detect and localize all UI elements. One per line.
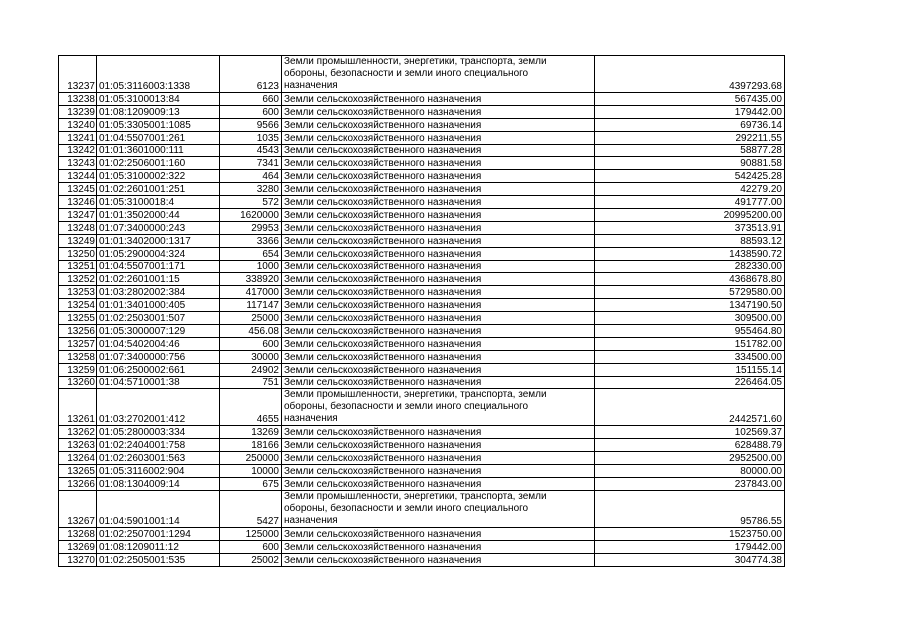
land-category-line: Земли сельскохозяйственного назначения (284, 209, 482, 221)
land-category-line: Земли сельскохозяйственного назначения (284, 274, 482, 286)
cadastral-value-cell: 4368678.80 (595, 273, 785, 286)
cadastral-value-cell: 282330.00 (595, 260, 785, 273)
cadastral-value-cell: 226464.05 (595, 376, 785, 389)
table-row (59, 93, 785, 106)
table-row (59, 183, 785, 196)
land-category-line: Земли сельскохозяйственного назначения (284, 351, 482, 363)
area-cell: 30000 (220, 350, 282, 363)
row-number-cell: 13239 (59, 105, 97, 118)
table-row (59, 286, 785, 299)
land-category-line: Земли сельскохозяйственного назначения (284, 184, 482, 196)
area-cell: 751 (220, 376, 282, 389)
table-row (59, 56, 785, 93)
land-category-line: назначения (284, 80, 338, 91)
table-row (59, 439, 785, 452)
land-category-line: Земли сельскохозяйственного назначения (284, 222, 482, 234)
cadastral-number-cell: 01:02:2507001:1294 (97, 527, 220, 540)
cadastral-value-cell: 309500.00 (595, 312, 785, 325)
row-number-cell: 13254 (59, 299, 97, 312)
land-category-cell (282, 183, 595, 196)
land-category-line: Земли промышленности, энергетики, транспорта, земли (284, 56, 547, 67)
land-category-cell (282, 131, 595, 144)
cadastral-value-cell: 90881.58 (595, 157, 785, 170)
row-number-cell: 13261 (59, 389, 97, 426)
row-number-cell: 13250 (59, 247, 97, 260)
cadastral-number-cell: 01:05:3305001:1085 (97, 118, 220, 131)
land-category-cell (282, 196, 595, 209)
cadastral-number-cell: 01:03:2702001:412 (97, 389, 220, 426)
land-category-line: Земли промышленности, энергетики, транспорта, земли (284, 490, 547, 502)
table-row (59, 452, 785, 465)
row-number-cell: 13247 (59, 209, 97, 222)
land-category-line: Земли сельскохозяйственного назначения (284, 119, 482, 131)
area-cell: 18166 (220, 439, 282, 452)
land-category-line: Земли сельскохозяйственного назначения (284, 528, 482, 540)
cadastral-number-cell: 01:05:3000007:129 (97, 325, 220, 338)
table-row (59, 131, 785, 144)
cadastral-value-cell: 151782.00 (595, 337, 785, 350)
land-category-cell (282, 105, 595, 118)
table-row (59, 553, 785, 566)
row-number-cell: 13245 (59, 183, 97, 196)
area-cell: 29953 (220, 221, 282, 234)
land-category-cell (282, 286, 595, 299)
table-row (59, 209, 785, 222)
cadastral-number-cell: 01:04:5507001:261 (97, 131, 220, 144)
land-category-line: Земли сельскохозяйственного назначения (284, 554, 482, 566)
cadastral-value-cell: 955464.80 (595, 325, 785, 338)
cadastral-value-cell: 628488.79 (595, 439, 785, 452)
cadastral-number-cell: 01:07:3400000:243 (97, 221, 220, 234)
table-row (59, 337, 785, 350)
land-category-line: Земли сельскохозяйственного назначения (284, 197, 482, 209)
area-cell: 5427 (220, 490, 282, 527)
row-number-cell: 13260 (59, 376, 97, 389)
area-cell: 1620000 (220, 209, 282, 222)
area-cell: 3366 (220, 234, 282, 247)
row-number-cell: 13266 (59, 478, 97, 491)
area-cell: 25002 (220, 553, 282, 566)
row-number-cell: 13259 (59, 363, 97, 376)
land-category-line: Земли сельскохозяйственного назначения (284, 541, 482, 553)
cadastral-number-cell: 01:05:3100018:4 (97, 196, 220, 209)
cadastral-value-cell: 179442.00 (595, 105, 785, 118)
land-category-line: Земли сельскохозяйственного назначения (284, 261, 482, 273)
land-category-line: обороны, безопасности и земли иного специального (284, 68, 529, 79)
cadastral-value-cell: 292211.55 (595, 131, 785, 144)
table-row (59, 490, 785, 527)
land-category-cell (282, 247, 595, 260)
cadastral-number-cell: 01:01:3601000:111 (97, 144, 220, 157)
land-category-line: Земли промышленности, энергетики, транспорта, земли (284, 389, 547, 401)
land-category-line: Земли сельскохозяйственного назначения (284, 325, 482, 337)
table-row (59, 144, 785, 157)
cadastral-value-cell: 151155.14 (595, 363, 785, 376)
cadastral-value-cell: 1438590.72 (595, 247, 785, 260)
area-cell: 417000 (220, 286, 282, 299)
row-number-cell: 13263 (59, 439, 97, 452)
land-category-line: Земли сельскохозяйственного назначения (284, 377, 482, 389)
land-category-cell (282, 312, 595, 325)
cadastral-value-cell: 88593.12 (595, 234, 785, 247)
row-number-cell: 13238 (59, 93, 97, 106)
cadastral-value-cell: 1347190.50 (595, 299, 785, 312)
land-registry-table (58, 55, 785, 567)
cadastral-number-cell: 01:02:2505001:535 (97, 553, 220, 566)
area-cell: 25000 (220, 312, 282, 325)
row-number-cell: 13265 (59, 465, 97, 478)
land-category-line: Земли сельскохозяйственного назначения (284, 300, 482, 312)
row-number-cell: 13258 (59, 350, 97, 363)
table-row (59, 312, 785, 325)
table-body (59, 56, 785, 567)
land-category-cell (282, 157, 595, 170)
cadastral-number-cell: 01:02:2601001:251 (97, 183, 220, 196)
area-cell: 456.08 (220, 325, 282, 338)
table-row (59, 527, 785, 540)
land-category-line: Земли сельскохозяйственного назначения (284, 478, 482, 490)
land-category-line: Земли сельскохозяйственного назначения (284, 427, 482, 439)
row-number-cell: 13248 (59, 221, 97, 234)
cadastral-number-cell: 01:08:1209011:12 (97, 540, 220, 553)
table-row (59, 478, 785, 491)
land-category-cell (282, 260, 595, 273)
cadastral-number-cell: 01:08:1209009:13 (97, 105, 220, 118)
cadastral-number-cell: 01:04:5710001:38 (97, 376, 220, 389)
land-category-cell (282, 465, 595, 478)
land-category-line: назначения (284, 413, 338, 425)
row-number-cell: 13267 (59, 490, 97, 527)
area-cell: 660 (220, 93, 282, 106)
land-category-line: назначения (284, 514, 338, 526)
land-category-cell (282, 234, 595, 247)
row-number-cell: 13251 (59, 260, 97, 273)
land-category-line: обороны, безопасности и земли иного специального (284, 502, 529, 514)
cadastral-number-cell: 01:05:3100002:322 (97, 170, 220, 183)
land-category-cell (282, 490, 595, 527)
land-category-cell (282, 527, 595, 540)
cadastral-number-cell: 01:01:3402000:1317 (97, 234, 220, 247)
area-cell: 464 (220, 170, 282, 183)
cadastral-value-cell: 491777.00 (595, 196, 785, 209)
cadastral-number-cell: 01:02:2601001:15 (97, 273, 220, 286)
cadastral-value-cell: 2952500.00 (595, 452, 785, 465)
land-category-line: Земли сельскохозяйственного назначения (284, 158, 482, 170)
row-number-cell: 13252 (59, 273, 97, 286)
row-number-cell: 13240 (59, 118, 97, 131)
cadastral-value-cell: 304774.38 (595, 553, 785, 566)
land-category-cell (282, 389, 595, 426)
cadastral-number-cell: 01:05:2800003:334 (97, 426, 220, 439)
row-number-cell: 13262 (59, 426, 97, 439)
land-category-line: Земли сельскохозяйственного назначения (284, 235, 482, 247)
area-cell: 13269 (220, 426, 282, 439)
row-number-cell: 13244 (59, 170, 97, 183)
table-row (59, 105, 785, 118)
land-category-line: Земли сельскохозяйственного назначения (284, 132, 482, 144)
land-category-line: Земли сельскохозяйственного назначения (284, 364, 482, 376)
area-cell: 10000 (220, 465, 282, 478)
cadastral-value-cell: 95786.55 (595, 490, 785, 527)
area-cell: 7341 (220, 157, 282, 170)
table-row (59, 118, 785, 131)
table-row (59, 170, 785, 183)
table-row (59, 299, 785, 312)
land-category-line: Земли сельскохозяйственного назначения (284, 338, 482, 350)
cadastral-value-cell: 334500.00 (595, 350, 785, 363)
table-row (59, 376, 785, 389)
land-category-cell (282, 170, 595, 183)
row-number-cell: 13249 (59, 234, 97, 247)
row-number-cell: 13269 (59, 540, 97, 553)
land-category-cell (282, 221, 595, 234)
land-category-line: Земли сельскохозяйственного назначения (284, 106, 482, 118)
row-number-cell: 13246 (59, 196, 97, 209)
land-category-line: Земли сельскохозяйственного назначения (284, 466, 482, 478)
area-cell: 1000 (220, 260, 282, 273)
cadastral-value-cell: 2442571.60 (595, 389, 785, 426)
cadastral-number-cell: 01:02:2603001:563 (97, 452, 220, 465)
land-category-cell (282, 439, 595, 452)
row-number-cell: 13256 (59, 325, 97, 338)
land-category-cell (282, 56, 595, 93)
cadastral-number-cell: 01:02:2506001:160 (97, 157, 220, 170)
row-number-cell: 13243 (59, 157, 97, 170)
table-row (59, 196, 785, 209)
area-cell: 600 (220, 337, 282, 350)
table-row (59, 157, 785, 170)
table-row (59, 426, 785, 439)
cadastral-number-cell: 01:06:2500002:661 (97, 363, 220, 376)
land-category-cell (282, 540, 595, 553)
table-row (59, 540, 785, 553)
table-row (59, 465, 785, 478)
table-row (59, 221, 785, 234)
cadastral-number-cell: 01:03:2802002:384 (97, 286, 220, 299)
row-number-cell: 13241 (59, 131, 97, 144)
land-category-cell (282, 337, 595, 350)
area-cell: 6123 (220, 56, 282, 93)
land-category-cell (282, 299, 595, 312)
table-row (59, 325, 785, 338)
cadastral-number-cell: 01:05:3116002:904 (97, 465, 220, 478)
cadastral-value-cell: 542425.28 (595, 170, 785, 183)
cadastral-value-cell: 20995200.00 (595, 209, 785, 222)
cadastral-number-cell: 01:01:3401000:405 (97, 299, 220, 312)
cadastral-number-cell: 01:05:3116003:1338 (97, 56, 220, 93)
table-row (59, 273, 785, 286)
cadastral-number-cell: 01:08:1304009:14 (97, 478, 220, 491)
row-number-cell: 13264 (59, 452, 97, 465)
table-row (59, 234, 785, 247)
land-category-cell (282, 452, 595, 465)
table-row (59, 247, 785, 260)
land-category-line: Земли сельскохозяйственного назначения (284, 453, 482, 465)
cadastral-number-cell: 01:07:3400000:756 (97, 350, 220, 363)
area-cell: 572 (220, 196, 282, 209)
land-category-cell (282, 363, 595, 376)
area-cell: 125000 (220, 527, 282, 540)
row-number-cell: 13268 (59, 527, 97, 540)
land-category-cell (282, 325, 595, 338)
cadastral-value-cell: 58877.28 (595, 144, 785, 157)
land-category-cell (282, 273, 595, 286)
cadastral-number-cell: 01:04:5901001:14 (97, 490, 220, 527)
cadastral-value-cell: 102569.37 (595, 426, 785, 439)
area-cell: 600 (220, 105, 282, 118)
land-category-cell (282, 209, 595, 222)
area-cell: 675 (220, 478, 282, 491)
row-number-cell: 13253 (59, 286, 97, 299)
cadastral-value-cell: 179442.00 (595, 540, 785, 553)
land-category-line: обороны, безопасности и земли иного специального (284, 401, 529, 413)
table-row (59, 389, 785, 426)
cadastral-value-cell: 5729580.00 (595, 286, 785, 299)
area-cell: 117147 (220, 299, 282, 312)
land-category-line: Земли сельскохозяйственного назначения (284, 440, 482, 452)
land-category-cell (282, 376, 595, 389)
cadastral-number-cell: 01:02:2404001:758 (97, 439, 220, 452)
land-category-line: Земли сельскохозяйственного назначения (284, 93, 482, 105)
land-category-cell (282, 553, 595, 566)
land-category-line: Земли сельскохозяйственного назначения (284, 145, 482, 157)
cadastral-value-cell: 80000.00 (595, 465, 785, 478)
cadastral-value-cell: 42279.20 (595, 183, 785, 196)
row-number-cell: 13237 (59, 56, 97, 93)
area-cell: 1035 (220, 131, 282, 144)
cadastral-value-cell: 373513.91 (595, 221, 785, 234)
cadastral-number-cell: 01:02:2503001:507 (97, 312, 220, 325)
land-category-cell (282, 426, 595, 439)
cadastral-value-cell: 1523750.00 (595, 527, 785, 540)
area-cell: 4543 (220, 144, 282, 157)
cadastral-number-cell: 01:04:5507001:171 (97, 260, 220, 273)
row-number-cell: 13270 (59, 553, 97, 566)
table-row (59, 350, 785, 363)
area-cell: 24902 (220, 363, 282, 376)
table-row (59, 363, 785, 376)
land-category-cell (282, 93, 595, 106)
row-number-cell: 13255 (59, 312, 97, 325)
cadastral-number-cell: 01:05:3100013:84 (97, 93, 220, 106)
cadastral-number-cell: 01:05:2900004:324 (97, 247, 220, 260)
cadastral-value-cell: 69736.14 (595, 118, 785, 131)
cadastral-number-cell: 01:04:5402004:46 (97, 337, 220, 350)
land-category-cell (282, 144, 595, 157)
area-cell: 600 (220, 540, 282, 553)
row-number-cell: 13242 (59, 144, 97, 157)
land-category-cell (282, 350, 595, 363)
cadastral-value-cell: 237843.00 (595, 478, 785, 491)
land-category-line: Земли сельскохозяйственного назначения (284, 313, 482, 325)
area-cell: 250000 (220, 452, 282, 465)
land-category-line: Земли сельскохозяйственного назначения (284, 248, 482, 260)
area-cell: 9566 (220, 118, 282, 131)
area-cell: 4655 (220, 389, 282, 426)
area-cell: 3280 (220, 183, 282, 196)
row-number-cell: 13257 (59, 337, 97, 350)
cadastral-value-cell: 4397293.68 (595, 56, 785, 93)
land-category-cell (282, 118, 595, 131)
cadastral-number-cell: 01:01:3502000:44 (97, 209, 220, 222)
land-category-line: Земли сельскохозяйственного назначения (284, 171, 482, 183)
area-cell: 654 (220, 247, 282, 260)
area-cell: 338920 (220, 273, 282, 286)
land-category-line: Земли сельскохозяйственного назначения (284, 287, 482, 299)
land-category-cell (282, 478, 595, 491)
table-row (59, 260, 785, 273)
cadastral-value-cell: 567435.00 (595, 93, 785, 106)
